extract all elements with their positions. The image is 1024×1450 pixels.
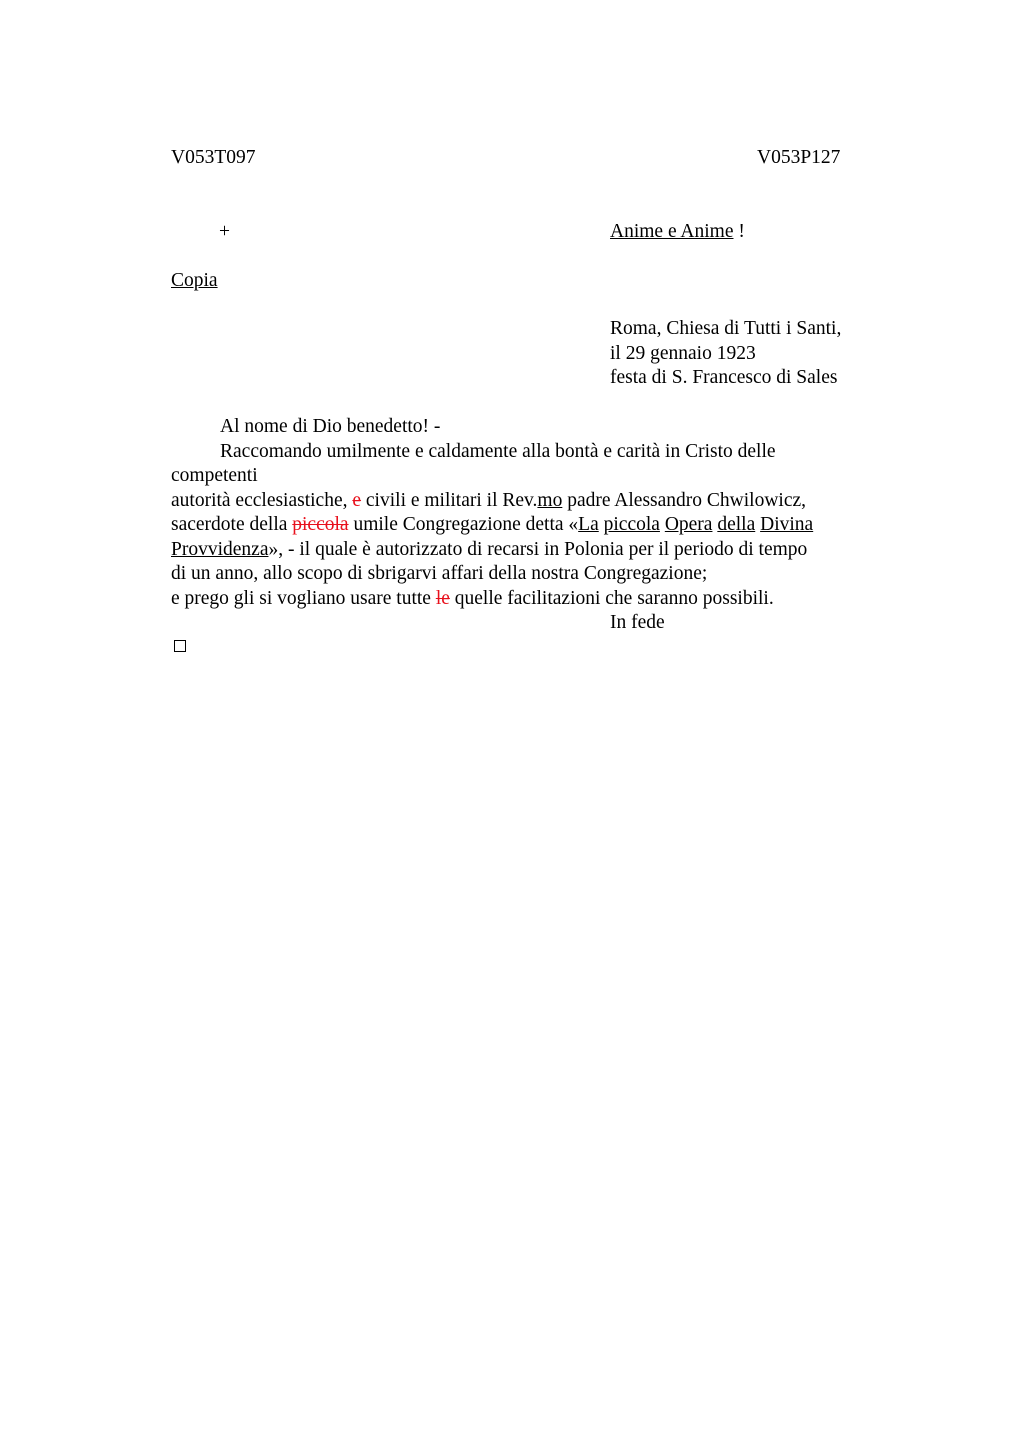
document-code-left: V053T097 <box>171 147 256 168</box>
feast-line: festa di S. Francesco di Sales <box>610 367 838 388</box>
body-line-3 <box>171 489 806 513</box>
body-line-1: Raccomando umilmente e caldamente alla bontà e carità in Cristo delle <box>220 441 776 462</box>
date-line: il 29 gennaio 1923 <box>610 343 756 364</box>
congregation-name-word: Opera <box>664 514 713 535</box>
abbreviation-underlined: mo <box>537 490 563 511</box>
document-code-right: V053P127 <box>757 147 841 168</box>
text-segment: sacerdote della <box>171 514 293 535</box>
text-segment: umile Congregazione detta « <box>348 514 579 535</box>
title-exclamation: ! <box>733 221 745 242</box>
body-line-4 <box>171 513 813 537</box>
copy-label: Copia <box>171 270 218 291</box>
congregation-name-word: della <box>717 514 756 535</box>
body-line-6: di un anno, allo scopo di sbrigarvi affari della nostra Congregazione; <box>171 563 708 584</box>
text-segment: padre Alessandro Chwilowicz, <box>562 490 807 511</box>
text-segment: civili e militari il Rev. <box>361 490 538 511</box>
closing: In fede <box>610 612 665 633</box>
deleted-word: piccola <box>292 514 349 535</box>
salutation: Al nome di Dio benedetto! - <box>220 416 441 437</box>
congregation-name-word: Divina <box>760 514 814 535</box>
empty-square-icon <box>174 640 186 652</box>
deleted-word: e <box>352 490 362 511</box>
cross-symbol: + <box>219 221 230 242</box>
document-title <box>610 220 745 244</box>
text-segment: e prego gli si vogliano usare tutte <box>171 588 436 609</box>
body-line-7 <box>171 587 774 611</box>
body-line-2: competenti <box>171 465 258 486</box>
text-segment: quelle facilitazioni che saranno possibili. <box>449 588 774 609</box>
congregation-name-word: piccola <box>603 514 660 535</box>
congregation-name-word: La <box>578 514 599 535</box>
text-segment: », - il quale è autorizzato di recarsi in Polonia per il periodo di tempo <box>268 539 808 560</box>
deleted-word: le <box>435 588 450 609</box>
place-line: Roma, Chiesa di Tutti i Santi, <box>610 318 842 339</box>
title-underlined: Anime e Anime <box>610 221 734 242</box>
congregation-name-word: Provvidenza <box>171 539 269 560</box>
body-line-5 <box>171 538 807 562</box>
text-segment: autorità ecclesiastiche, <box>171 490 353 511</box>
